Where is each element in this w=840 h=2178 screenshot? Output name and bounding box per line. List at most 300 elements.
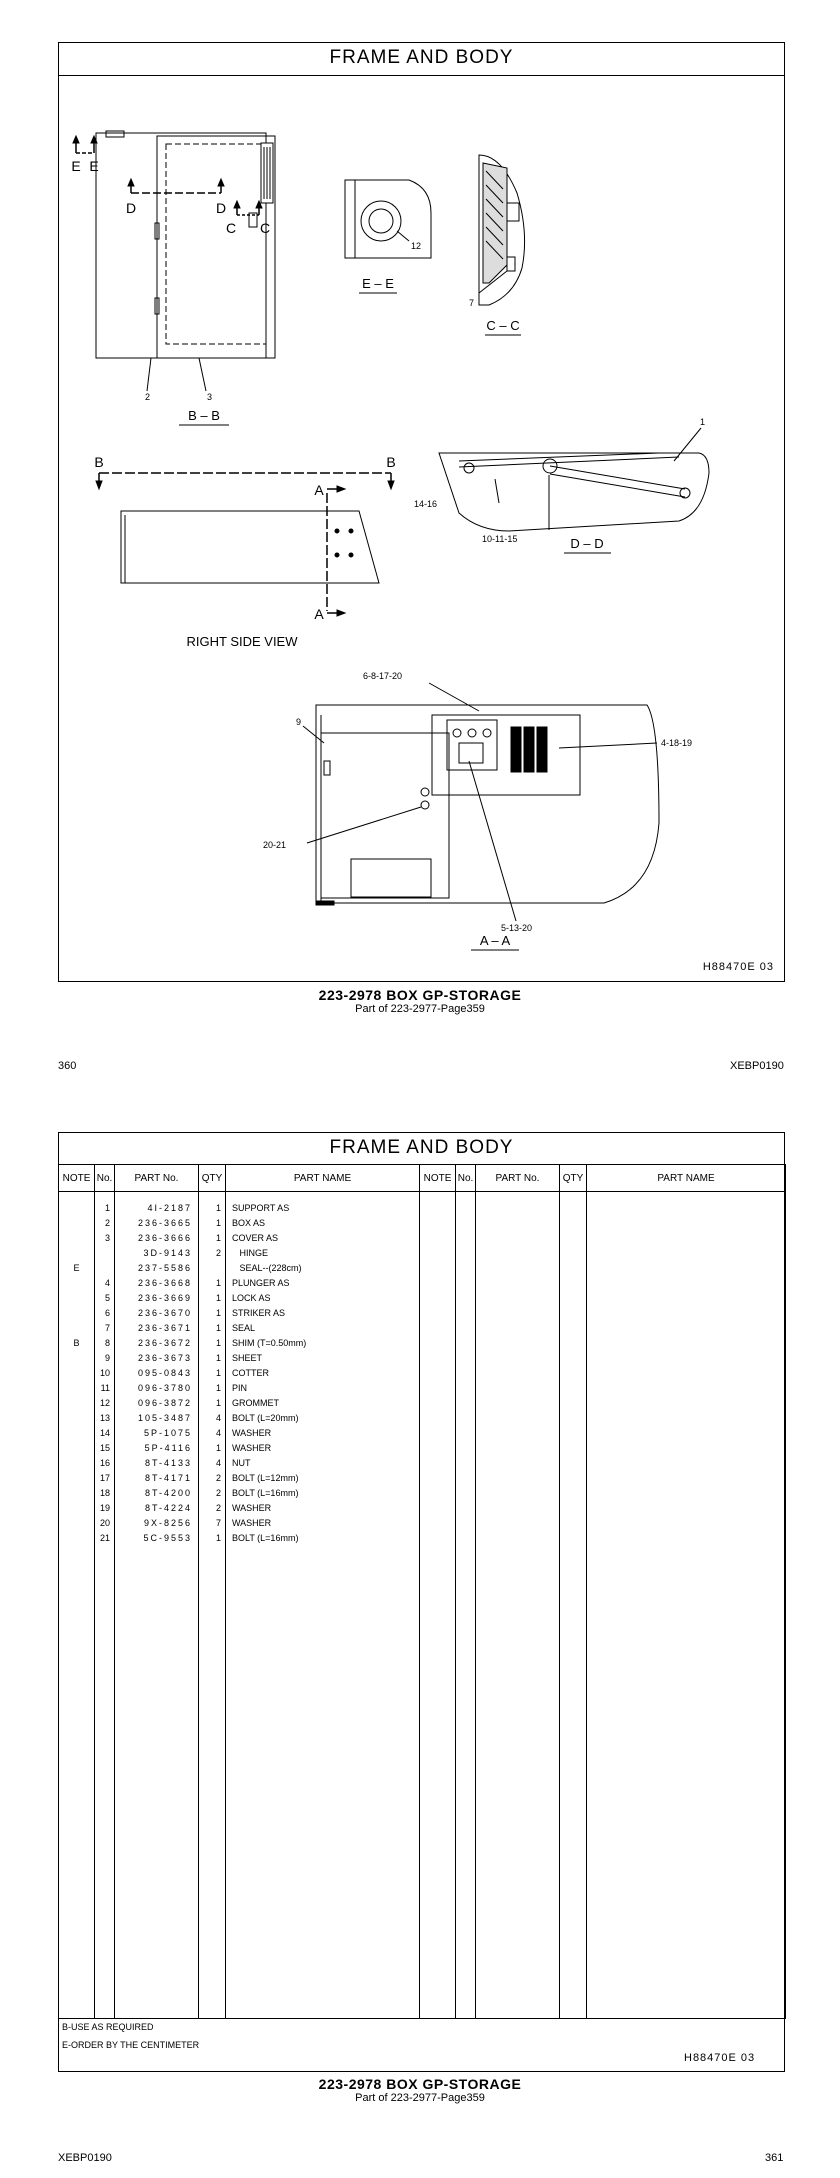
- cell-note: [59, 1455, 95, 1470]
- view-label-bb: B – B: [188, 408, 220, 423]
- section-mark: A: [314, 482, 324, 498]
- page1-caption: [0, 987, 840, 1015]
- cell-name: BOLT (L=16mm): [226, 1530, 420, 1545]
- table-row: [59, 1515, 786, 1530]
- parts-table: [58, 1164, 786, 2019]
- cell-part: 236-3672: [115, 1335, 199, 1350]
- cell-no: 7: [95, 1320, 115, 1335]
- cell-part: 8T-4200: [115, 1485, 199, 1500]
- cell-name: LOCK AS: [226, 1290, 420, 1305]
- cell-empty: [456, 1192, 476, 1216]
- cell-no: 21: [95, 1530, 115, 1545]
- cell-qty: [199, 1260, 226, 1275]
- cell-part: 236-3669: [115, 1290, 199, 1305]
- callout: 7: [469, 298, 475, 308]
- cell-empty: [420, 1545, 456, 2019]
- cell-empty: [115, 1545, 199, 2019]
- view-bb: [73, 131, 275, 425]
- section-mark: C: [259, 220, 271, 236]
- cell-part: 096-3872: [115, 1395, 199, 1410]
- cell-no: 3: [95, 1230, 115, 1245]
- cell-name: PIN: [226, 1380, 420, 1395]
- cell-part: 236-3673: [115, 1350, 199, 1365]
- cell-empty: [420, 1485, 456, 1500]
- column-header: PART No.: [476, 1165, 560, 1192]
- cell-empty: [587, 1470, 786, 1485]
- table-row: [59, 1335, 786, 1350]
- page2-caption: [0, 2076, 840, 2104]
- cell-empty: [587, 1500, 786, 1515]
- section-mark: B: [94, 454, 104, 470]
- callout: 3: [207, 392, 213, 402]
- parts-list-title: FRAME AND BODY: [329, 1137, 514, 1158]
- cell-part: 236-3666: [115, 1230, 199, 1245]
- cell-part: 237-5586: [115, 1260, 199, 1275]
- cell-name: WASHER: [226, 1515, 420, 1530]
- cell-name: NUT: [226, 1455, 420, 1470]
- cell-no: 18: [95, 1485, 115, 1500]
- cell-part: 236-3668: [115, 1275, 199, 1290]
- cell-empty: [587, 1440, 786, 1455]
- callout: 6-8-17-20: [363, 671, 403, 681]
- cell-name: WASHER: [226, 1425, 420, 1440]
- cell-empty: [420, 1365, 456, 1380]
- cell-qty: 4: [199, 1410, 226, 1425]
- cell-empty: [560, 1410, 587, 1425]
- callout: 4-18-19: [661, 738, 693, 748]
- cell-qty: 1: [199, 1290, 226, 1305]
- cell-name: COVER AS: [226, 1230, 420, 1245]
- cell-qty: 1: [199, 1395, 226, 1410]
- cell-note: [59, 1192, 95, 1216]
- cell-part: 8T-4133: [115, 1455, 199, 1470]
- cell-empty: [587, 1410, 786, 1425]
- caption-sub-2: Part of 223-2977-Page359: [355, 2092, 485, 2104]
- cell-empty: [587, 1425, 786, 1440]
- cell-empty: [456, 1455, 476, 1470]
- cell-empty: [420, 1192, 456, 1216]
- cell-empty: [456, 1305, 476, 1320]
- cell-name: BOLT (L=12mm): [226, 1470, 420, 1485]
- cell-empty: [560, 1380, 587, 1395]
- column-header: No.: [95, 1165, 115, 1192]
- cell-note: [59, 1320, 95, 1335]
- callout: 1: [700, 417, 706, 427]
- cell-empty: [420, 1395, 456, 1410]
- cell-note: [59, 1530, 95, 1545]
- cell-empty: [456, 1530, 476, 1545]
- cell-qty: 2: [199, 1485, 226, 1500]
- cell-empty: [420, 1500, 456, 1515]
- cell-no: 20: [95, 1515, 115, 1530]
- cell-name: BOLT (L=20mm): [226, 1410, 420, 1425]
- cell-part: 236-3670: [115, 1305, 199, 1320]
- table-row: [59, 1305, 786, 1320]
- cell-empty: [560, 1335, 587, 1350]
- cell-empty: [587, 1485, 786, 1500]
- cell-empty: [587, 1230, 786, 1245]
- cell-empty: [476, 1500, 560, 1515]
- cell-name: SUPPORT AS: [226, 1192, 420, 1216]
- view-label-dd: D – D: [570, 536, 604, 551]
- view-label-cc: C – C: [486, 318, 520, 333]
- cell-name: SEAL: [226, 1320, 420, 1335]
- cell-qty: 1: [199, 1365, 226, 1380]
- cell-empty: [560, 1320, 587, 1335]
- cell-empty: [560, 1275, 587, 1290]
- callout: 5-13-20: [501, 923, 533, 933]
- cell-part: 5C-9553: [115, 1530, 199, 1545]
- cell-empty: [587, 1545, 786, 2019]
- cell-qty: 2: [199, 1245, 226, 1260]
- cell-empty: [456, 1395, 476, 1410]
- cell-name: GROMMET: [226, 1395, 420, 1410]
- table-row: [59, 1470, 786, 1485]
- cell-name: WASHER: [226, 1500, 420, 1515]
- cell-note: [59, 1275, 95, 1290]
- cell-empty: [420, 1335, 456, 1350]
- cell-qty: 1: [199, 1530, 226, 1545]
- cell-empty: [456, 1485, 476, 1500]
- cell-note: [59, 1425, 95, 1440]
- cell-empty: [560, 1500, 587, 1515]
- cell-empty: [476, 1260, 560, 1275]
- cell-empty: [560, 1192, 587, 1216]
- cell-note: [59, 1500, 95, 1515]
- cell-empty: [560, 1305, 587, 1320]
- cell-empty: [456, 1545, 476, 2019]
- table-row: [59, 1320, 786, 1335]
- cell-empty: [587, 1455, 786, 1470]
- cell-note: E: [59, 1260, 95, 1275]
- cell-no: 15: [95, 1440, 115, 1455]
- cell-empty: [587, 1350, 786, 1365]
- table-row: [59, 1275, 786, 1290]
- cell-name: BOLT (L=16mm): [226, 1485, 420, 1500]
- cell-empty: [476, 1305, 560, 1320]
- cell-no: 2: [95, 1215, 115, 1230]
- cell-empty: [560, 1215, 587, 1230]
- cell-no: [95, 1245, 115, 1260]
- table-row: [59, 1215, 786, 1230]
- cell-empty: [456, 1365, 476, 1380]
- cell-empty: [476, 1350, 560, 1365]
- cell-empty: [560, 1245, 587, 1260]
- cell-qty: 1: [199, 1380, 226, 1395]
- filler-row: [59, 1545, 786, 2019]
- cell-empty: [476, 1515, 560, 1530]
- cell-note: [59, 1245, 95, 1260]
- cell-part: 3D-9143: [115, 1245, 199, 1260]
- cell-empty: [456, 1260, 476, 1275]
- cell-empty: [476, 1395, 560, 1410]
- cell-empty: [476, 1425, 560, 1440]
- cell-note: [59, 1215, 95, 1230]
- cell-name: SEAL--(228cm): [226, 1260, 420, 1275]
- cell-empty: [456, 1410, 476, 1425]
- cell-empty: [420, 1440, 456, 1455]
- cell-empty: [560, 1455, 587, 1470]
- cell-note: [59, 1350, 95, 1365]
- callout-labels: [145, 241, 705, 933]
- cell-empty: [59, 1545, 95, 2019]
- cell-empty: [456, 1515, 476, 1530]
- view-aa: [303, 683, 659, 950]
- cell-no: 6: [95, 1305, 115, 1320]
- cell-empty: [476, 1455, 560, 1470]
- cell-empty: [95, 1545, 115, 2019]
- cell-empty: [587, 1530, 786, 1545]
- cell-empty: [456, 1425, 476, 1440]
- cell-no: 5: [95, 1290, 115, 1305]
- page-number-right: 361: [765, 2152, 784, 2164]
- view-label-right-side: RIGHT SIDE VIEW: [186, 634, 298, 649]
- cell-empty: [420, 1230, 456, 1245]
- callout: 9: [296, 717, 302, 727]
- cell-part: 4I-2187: [115, 1192, 199, 1216]
- cell-empty: [560, 1260, 587, 1275]
- table-row: [59, 1410, 786, 1425]
- cell-empty: [456, 1290, 476, 1305]
- cell-empty: [560, 1440, 587, 1455]
- cell-no: 19: [95, 1500, 115, 1515]
- cell-empty: [456, 1380, 476, 1395]
- cell-note: [59, 1410, 95, 1425]
- cell-empty: [476, 1440, 560, 1455]
- section-mark: D: [125, 200, 137, 216]
- section-mark: C: [225, 220, 237, 236]
- column-header: PART NAME: [587, 1165, 786, 1192]
- cell-empty: [560, 1425, 587, 1440]
- cell-note: [59, 1440, 95, 1455]
- note-b: B-USE AS REQUIRED: [62, 2022, 154, 2032]
- cell-no: 4: [95, 1275, 115, 1290]
- cell-empty: [560, 1365, 587, 1380]
- cell-empty: [199, 1545, 226, 2019]
- cell-qty: 2: [199, 1500, 226, 1515]
- cell-qty: 4: [199, 1455, 226, 1470]
- cell-empty: [587, 1515, 786, 1530]
- cell-empty: [456, 1245, 476, 1260]
- column-header: PART NAME: [226, 1165, 420, 1192]
- table-row: [59, 1245, 786, 1260]
- cell-name: COTTER: [226, 1365, 420, 1380]
- cell-empty: [587, 1380, 786, 1395]
- section-mark: D: [215, 200, 227, 216]
- cell-empty: [560, 1395, 587, 1410]
- cell-name: PLUNGER AS: [226, 1275, 420, 1290]
- parts-ident: H88470E 03: [684, 2052, 756, 2064]
- table-notes: [62, 2018, 782, 2054]
- cell-empty: [226, 1545, 420, 2019]
- cell-empty: [476, 1192, 560, 1216]
- cell-note: [59, 1305, 95, 1320]
- doc-code-left: XEBP0190: [58, 2152, 112, 2164]
- cell-empty: [587, 1245, 786, 1260]
- cell-empty: [560, 1545, 587, 2019]
- cell-empty: [456, 1440, 476, 1455]
- cell-empty: [456, 1350, 476, 1365]
- exploded-parts-drawing: [59, 43, 783, 980]
- table-row: [59, 1230, 786, 1245]
- view-right-side: [96, 473, 394, 616]
- cell-no: 1: [95, 1192, 115, 1216]
- cell-qty: 1: [199, 1230, 226, 1245]
- page-number-left: 360: [58, 1060, 77, 1072]
- cell-empty: [476, 1485, 560, 1500]
- cell-part: 8T-4224: [115, 1500, 199, 1515]
- column-header: PART No.: [115, 1165, 199, 1192]
- cell-part: 9X-8256: [115, 1515, 199, 1530]
- cell-empty: [560, 1470, 587, 1485]
- doc-code-right: XEBP0190: [730, 1060, 784, 1072]
- view-label-ee: E – E: [362, 276, 394, 291]
- cell-name: HINGE: [226, 1245, 420, 1260]
- cell-part: 236-3671: [115, 1320, 199, 1335]
- cell-qty: 1: [199, 1275, 226, 1290]
- cell-empty: [560, 1290, 587, 1305]
- cell-qty: 4: [199, 1425, 226, 1440]
- cell-empty: [587, 1305, 786, 1320]
- page-title: FRAME AND BODY: [329, 47, 514, 68]
- cell-part: 5P-1075: [115, 1425, 199, 1440]
- cell-no: 14: [95, 1425, 115, 1440]
- cell-empty: [476, 1380, 560, 1395]
- cell-part: 096-3780: [115, 1380, 199, 1395]
- cell-empty: [476, 1545, 560, 2019]
- cell-empty: [560, 1530, 587, 1545]
- cell-empty: [560, 1350, 587, 1365]
- table-row: [59, 1365, 786, 1380]
- column-header: QTY: [560, 1165, 587, 1192]
- cell-note: B: [59, 1335, 95, 1350]
- cell-empty: [420, 1260, 456, 1275]
- callout: 2: [145, 392, 151, 402]
- cell-note: [59, 1470, 95, 1485]
- cell-qty: 2: [199, 1470, 226, 1485]
- table-row: [59, 1192, 786, 1216]
- cell-part: 8T-4171: [115, 1470, 199, 1485]
- cell-note: [59, 1230, 95, 1245]
- cell-empty: [560, 1230, 587, 1245]
- callout: 20-21: [263, 840, 287, 850]
- cell-empty: [476, 1290, 560, 1305]
- cell-empty: [476, 1530, 560, 1545]
- cell-empty: [587, 1192, 786, 1216]
- table-row: [59, 1485, 786, 1500]
- cell-qty: 1: [199, 1350, 226, 1365]
- caption-sub: Part of 223-2977-Page359: [355, 1003, 485, 1015]
- cell-empty: [476, 1230, 560, 1245]
- cell-empty: [587, 1395, 786, 1410]
- cell-empty: [476, 1470, 560, 1485]
- cell-part: 5P-4116: [115, 1440, 199, 1455]
- note-e: E-ORDER BY THE CENTIMETER: [62, 2040, 200, 2050]
- cell-empty: [456, 1320, 476, 1335]
- cell-empty: [587, 1320, 786, 1335]
- cell-qty: 1: [199, 1215, 226, 1230]
- cell-no: 11: [95, 1380, 115, 1395]
- cell-empty: [587, 1290, 786, 1305]
- cell-qty: 1: [199, 1192, 226, 1216]
- cell-qty: 1: [199, 1440, 226, 1455]
- cell-empty: [476, 1410, 560, 1425]
- table-header-row: [59, 1165, 786, 1192]
- cell-empty: [476, 1275, 560, 1290]
- table-row: [59, 1350, 786, 1365]
- cell-no: 8: [95, 1335, 115, 1350]
- cell-note: [59, 1395, 95, 1410]
- table-row: [59, 1260, 786, 1275]
- cell-part: 105-3487: [115, 1410, 199, 1425]
- callout: 10-11-15: [482, 534, 518, 544]
- cell-empty: [560, 1485, 587, 1500]
- cell-qty: 7: [199, 1515, 226, 1530]
- drawing-frame: [58, 42, 785, 982]
- cell-note: [59, 1290, 95, 1305]
- cell-empty: [476, 1320, 560, 1335]
- cell-empty: [587, 1215, 786, 1230]
- cell-no: 12: [95, 1395, 115, 1410]
- cell-empty: [420, 1515, 456, 1530]
- cell-empty: [476, 1245, 560, 1260]
- table-row: [59, 1395, 786, 1410]
- cell-note: [59, 1380, 95, 1395]
- cell-no: [95, 1260, 115, 1275]
- drawing-ident: H88470E 03: [702, 961, 774, 973]
- column-header: QTY: [199, 1165, 226, 1192]
- column-header: No.: [456, 1165, 476, 1192]
- section-mark: A: [314, 606, 324, 622]
- cell-name: SHIM (T=0.50mm): [226, 1335, 420, 1350]
- cell-no: 16: [95, 1455, 115, 1470]
- cell-part: 236-3665: [115, 1215, 199, 1230]
- cell-empty: [476, 1215, 560, 1230]
- cell-empty: [587, 1275, 786, 1290]
- cell-no: 10: [95, 1365, 115, 1380]
- cell-empty: [587, 1260, 786, 1275]
- cell-empty: [476, 1365, 560, 1380]
- cell-name: BOX AS: [226, 1215, 420, 1230]
- cell-qty: 1: [199, 1305, 226, 1320]
- callout: 14-16: [414, 499, 438, 509]
- cell-empty: [456, 1470, 476, 1485]
- table-row: [59, 1425, 786, 1440]
- table-row: [59, 1380, 786, 1395]
- cell-empty: [456, 1230, 476, 1245]
- cell-qty: 1: [199, 1320, 226, 1335]
- cell-empty: [476, 1335, 560, 1350]
- cell-empty: [420, 1380, 456, 1395]
- section-mark: B: [386, 454, 396, 470]
- cell-empty: [456, 1335, 476, 1350]
- view-cc: [479, 155, 525, 335]
- cell-empty: [420, 1470, 456, 1485]
- cell-empty: [420, 1275, 456, 1290]
- cell-name: STRIKER AS: [226, 1305, 420, 1320]
- cell-empty: [420, 1530, 456, 1545]
- cell-empty: [587, 1335, 786, 1350]
- cell-qty: 1: [199, 1335, 226, 1350]
- cell-no: 13: [95, 1410, 115, 1425]
- view-dd: [439, 428, 709, 553]
- cell-empty: [456, 1500, 476, 1515]
- cell-empty: [420, 1215, 456, 1230]
- table-row: [59, 1455, 786, 1470]
- cell-empty: [420, 1410, 456, 1425]
- view-label-aa: A – A: [479, 933, 511, 948]
- caption-main: 223-2978 BOX GP-STORAGE: [318, 987, 522, 1003]
